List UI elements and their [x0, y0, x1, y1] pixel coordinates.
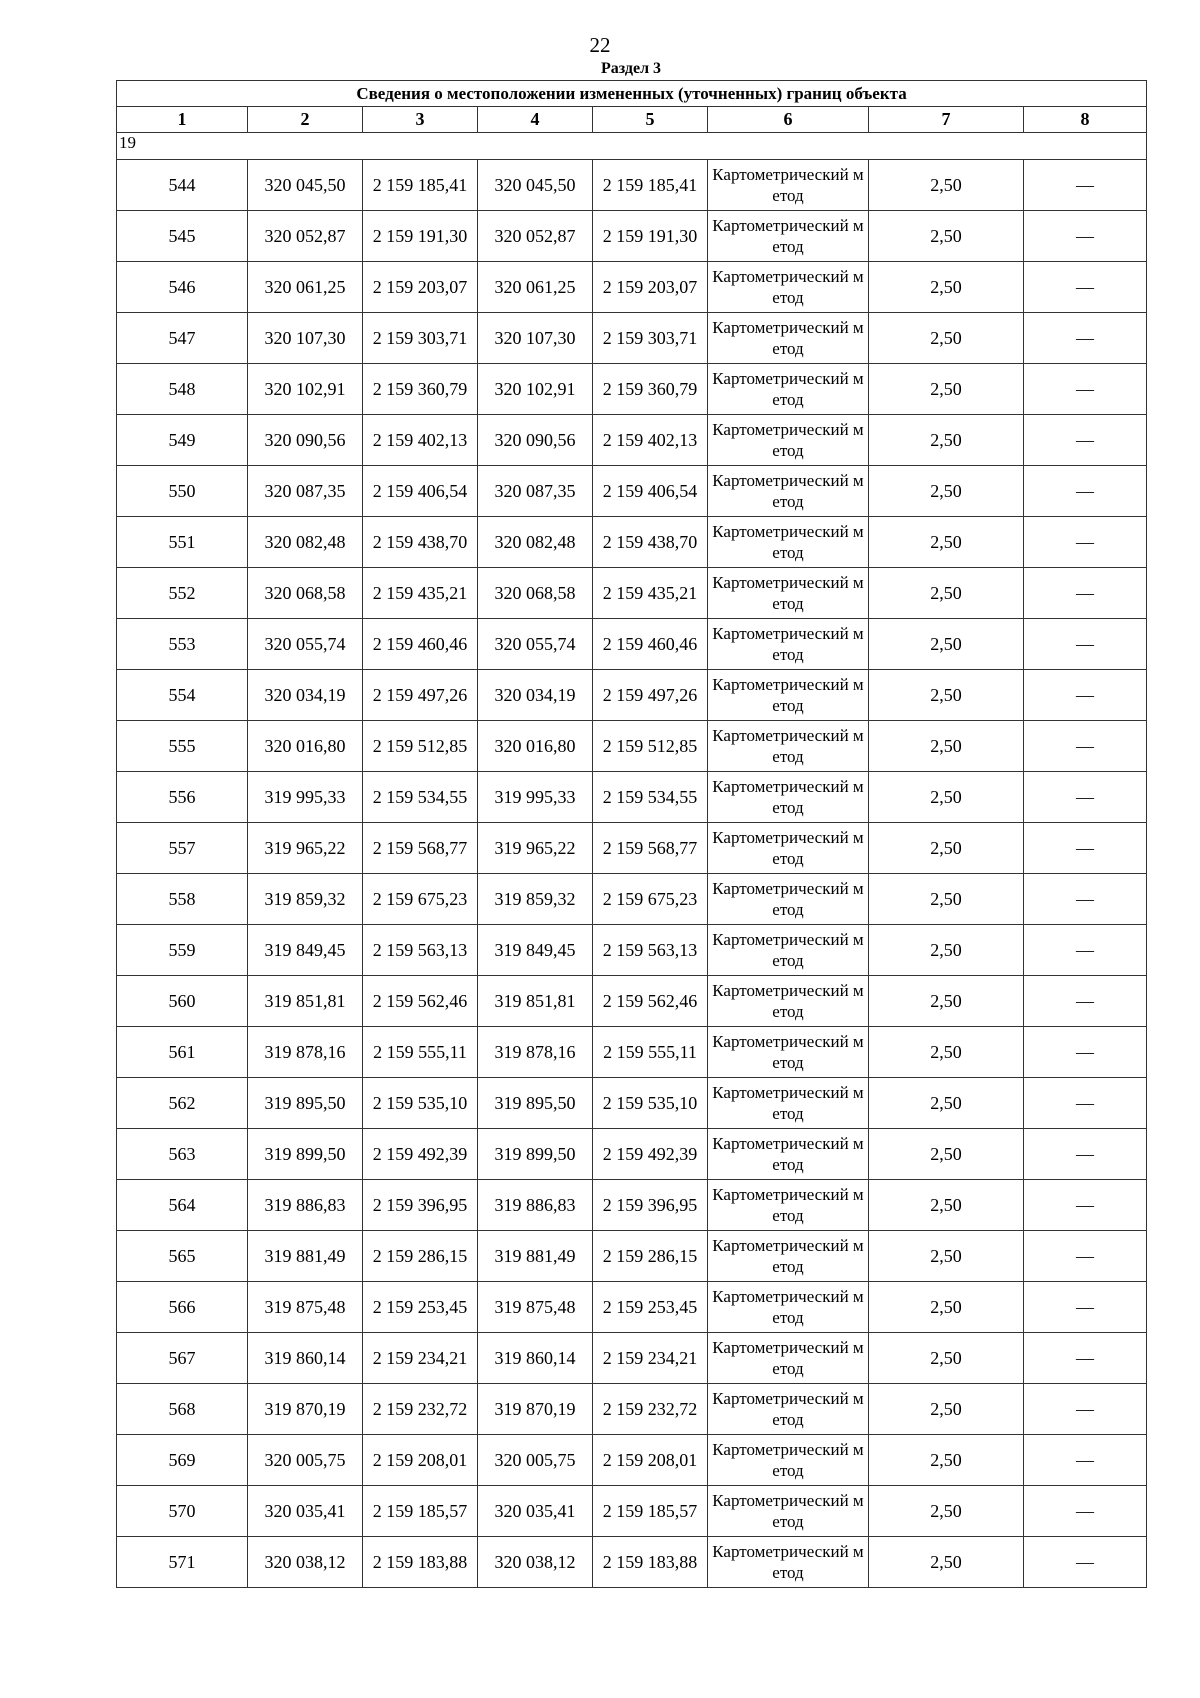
- column-header: 8: [1024, 107, 1147, 133]
- table-row: [117, 415, 1147, 466]
- method-cell: Картометрический метод: [708, 1180, 869, 1231]
- column-header-row: [117, 107, 1147, 133]
- x-new-cell: 319 965,22: [478, 823, 593, 874]
- table-row: [117, 1384, 1147, 1435]
- accuracy-cell: 2,50: [869, 823, 1024, 874]
- y-existing-cell: 2 159 396,95: [363, 1180, 478, 1231]
- x-existing-cell: 319 859,32: [248, 874, 363, 925]
- y-new-cell: 2 159 402,13: [593, 415, 708, 466]
- description-cell: —: [1024, 721, 1147, 772]
- accuracy-cell: 2,50: [869, 1282, 1024, 1333]
- description-cell: —: [1024, 466, 1147, 517]
- table-row: [117, 1078, 1147, 1129]
- accuracy-cell: 2,50: [869, 772, 1024, 823]
- method-cell: Картометрический метод: [708, 466, 869, 517]
- column-header: 7: [869, 107, 1024, 133]
- description-cell: —: [1024, 976, 1147, 1027]
- table-row: [117, 874, 1147, 925]
- point-number-cell: 545: [117, 211, 248, 262]
- description-cell: —: [1024, 364, 1147, 415]
- y-new-cell: 2 159 253,45: [593, 1282, 708, 1333]
- table-row: [117, 1486, 1147, 1537]
- table-row: [117, 670, 1147, 721]
- point-number-cell: 556: [117, 772, 248, 823]
- y-new-cell: 2 159 460,46: [593, 619, 708, 670]
- point-number-cell: 568: [117, 1384, 248, 1435]
- point-number-cell: 549: [117, 415, 248, 466]
- y-new-cell: 2 159 492,39: [593, 1129, 708, 1180]
- x-new-cell: 320 035,41: [478, 1486, 593, 1537]
- description-cell: —: [1024, 1384, 1147, 1435]
- method-cell: Картометрический метод: [708, 1435, 869, 1486]
- method-cell: Картометрический метод: [708, 1078, 869, 1129]
- description-cell: —: [1024, 1282, 1147, 1333]
- table-title: Сведения о местоположении измененных (уточненных) границ объекта: [117, 81, 1147, 107]
- coordinates-table: [116, 80, 1147, 1588]
- x-new-cell: 319 895,50: [478, 1078, 593, 1129]
- x-new-cell: 319 899,50: [478, 1129, 593, 1180]
- description-cell: —: [1024, 823, 1147, 874]
- x-existing-cell: 319 886,83: [248, 1180, 363, 1231]
- accuracy-cell: 2,50: [869, 466, 1024, 517]
- y-new-cell: 2 159 534,55: [593, 772, 708, 823]
- method-cell: Картометрический метод: [708, 925, 869, 976]
- y-existing-cell: 2 159 492,39: [363, 1129, 478, 1180]
- table-row: [117, 364, 1147, 415]
- y-new-cell: 2 159 185,41: [593, 160, 708, 211]
- x-new-cell: 320 068,58: [478, 568, 593, 619]
- x-new-cell: 320 045,50: [478, 160, 593, 211]
- y-new-cell: 2 159 555,11: [593, 1027, 708, 1078]
- table-row: [117, 1129, 1147, 1180]
- x-new-cell: 320 107,30: [478, 313, 593, 364]
- x-existing-cell: 320 005,75: [248, 1435, 363, 1486]
- description-cell: —: [1024, 1486, 1147, 1537]
- x-existing-cell: 320 016,80: [248, 721, 363, 772]
- point-number-cell: 567: [117, 1333, 248, 1384]
- x-existing-cell: 319 878,16: [248, 1027, 363, 1078]
- method-cell: Картометрический метод: [708, 976, 869, 1027]
- point-number-cell: 548: [117, 364, 248, 415]
- description-cell: —: [1024, 262, 1147, 313]
- y-new-cell: 2 159 183,88: [593, 1537, 708, 1588]
- y-existing-cell: 2 159 203,07: [363, 262, 478, 313]
- point-number-cell: 558: [117, 874, 248, 925]
- point-number-cell: 544: [117, 160, 248, 211]
- point-number-cell: 563: [117, 1129, 248, 1180]
- table-row: [117, 925, 1147, 976]
- accuracy-cell: 2,50: [869, 1435, 1024, 1486]
- y-existing-cell: 2 159 675,23: [363, 874, 478, 925]
- column-header: 5: [593, 107, 708, 133]
- x-existing-cell: 320 052,87: [248, 211, 363, 262]
- x-new-cell: 319 860,14: [478, 1333, 593, 1384]
- method-cell: Картометрический метод: [708, 415, 869, 466]
- accuracy-cell: 2,50: [869, 1078, 1024, 1129]
- point-number-cell: 547: [117, 313, 248, 364]
- y-new-cell: 2 159 286,15: [593, 1231, 708, 1282]
- x-existing-cell: 320 082,48: [248, 517, 363, 568]
- table-row: [117, 619, 1147, 670]
- description-cell: —: [1024, 1027, 1147, 1078]
- description-cell: —: [1024, 1333, 1147, 1384]
- description-cell: —: [1024, 619, 1147, 670]
- accuracy-cell: 2,50: [869, 1180, 1024, 1231]
- table-body: [117, 133, 1147, 1588]
- accuracy-cell: 2,50: [869, 1231, 1024, 1282]
- y-new-cell: 2 159 512,85: [593, 721, 708, 772]
- method-cell: Картометрический метод: [708, 1282, 869, 1333]
- y-new-cell: 2 159 232,72: [593, 1384, 708, 1435]
- table-row: [117, 262, 1147, 313]
- y-existing-cell: 2 159 562,46: [363, 976, 478, 1027]
- description-cell: —: [1024, 1129, 1147, 1180]
- column-header: 2: [248, 107, 363, 133]
- y-existing-cell: 2 159 402,13: [363, 415, 478, 466]
- description-cell: —: [1024, 1435, 1147, 1486]
- x-new-cell: 320 102,91: [478, 364, 593, 415]
- point-number-cell: 565: [117, 1231, 248, 1282]
- method-cell: Картометрический метод: [708, 772, 869, 823]
- x-existing-cell: 320 034,19: [248, 670, 363, 721]
- y-new-cell: 2 159 396,95: [593, 1180, 708, 1231]
- method-cell: Картометрический метод: [708, 721, 869, 772]
- method-cell: Картометрический метод: [708, 1333, 869, 1384]
- x-existing-cell: 319 995,33: [248, 772, 363, 823]
- description-cell: —: [1024, 211, 1147, 262]
- accuracy-cell: 2,50: [869, 1486, 1024, 1537]
- accuracy-cell: 2,50: [869, 619, 1024, 670]
- x-existing-cell: 319 851,81: [248, 976, 363, 1027]
- x-new-cell: 319 995,33: [478, 772, 593, 823]
- method-cell: Картометрический метод: [708, 1231, 869, 1282]
- table-row: [117, 1027, 1147, 1078]
- x-existing-cell: 320 035,41: [248, 1486, 363, 1537]
- accuracy-cell: 2,50: [869, 364, 1024, 415]
- point-number-cell: 562: [117, 1078, 248, 1129]
- section-label: Раздел 3: [600, 60, 662, 77]
- method-cell: Картометрический метод: [708, 568, 869, 619]
- point-number-cell: 560: [117, 976, 248, 1027]
- accuracy-cell: 2,50: [869, 670, 1024, 721]
- x-new-cell: 320 038,12: [478, 1537, 593, 1588]
- x-existing-cell: 319 881,49: [248, 1231, 363, 1282]
- y-existing-cell: 2 159 232,72: [363, 1384, 478, 1435]
- point-number-cell: 557: [117, 823, 248, 874]
- x-new-cell: 319 886,83: [478, 1180, 593, 1231]
- method-cell: Картометрический метод: [708, 1486, 869, 1537]
- table-row: [117, 466, 1147, 517]
- y-new-cell: 2 159 185,57: [593, 1486, 708, 1537]
- y-existing-cell: 2 159 360,79: [363, 364, 478, 415]
- x-existing-cell: 320 055,74: [248, 619, 363, 670]
- y-new-cell: 2 159 535,10: [593, 1078, 708, 1129]
- column-header: 3: [363, 107, 478, 133]
- x-existing-cell: 320 061,25: [248, 262, 363, 313]
- accuracy-cell: 2,50: [869, 415, 1024, 466]
- y-existing-cell: 2 159 435,21: [363, 568, 478, 619]
- x-existing-cell: 320 090,56: [248, 415, 363, 466]
- method-cell: Картометрический метод: [708, 364, 869, 415]
- description-cell: —: [1024, 670, 1147, 721]
- method-cell: Картометрический метод: [708, 313, 869, 364]
- accuracy-cell: 2,50: [869, 1027, 1024, 1078]
- y-new-cell: 2 159 562,46: [593, 976, 708, 1027]
- accuracy-cell: 2,50: [869, 1537, 1024, 1588]
- x-new-cell: 319 851,81: [478, 976, 593, 1027]
- x-new-cell: 319 870,19: [478, 1384, 593, 1435]
- y-new-cell: 2 159 497,26: [593, 670, 708, 721]
- method-cell: Картометрический метод: [708, 670, 869, 721]
- description-cell: —: [1024, 568, 1147, 619]
- x-existing-cell: 320 107,30: [248, 313, 363, 364]
- accuracy-cell: 2,50: [869, 1129, 1024, 1180]
- description-cell: —: [1024, 415, 1147, 466]
- table-row: [117, 1435, 1147, 1486]
- y-new-cell: 2 159 435,21: [593, 568, 708, 619]
- method-cell: Картометрический метод: [708, 1384, 869, 1435]
- x-new-cell: 320 052,87: [478, 211, 593, 262]
- description-cell: —: [1024, 1537, 1147, 1588]
- table-row: [117, 1180, 1147, 1231]
- accuracy-cell: 2,50: [869, 160, 1024, 211]
- description-cell: —: [1024, 160, 1147, 211]
- x-existing-cell: 320 087,35: [248, 466, 363, 517]
- x-existing-cell: 320 045,50: [248, 160, 363, 211]
- x-new-cell: 320 090,56: [478, 415, 593, 466]
- description-cell: —: [1024, 1231, 1147, 1282]
- y-existing-cell: 2 159 286,15: [363, 1231, 478, 1282]
- description-cell: —: [1024, 925, 1147, 976]
- method-cell: Картометрический метод: [708, 1027, 869, 1078]
- table-row: [117, 976, 1147, 1027]
- point-number-cell: 553: [117, 619, 248, 670]
- method-cell: Картометрический метод: [708, 517, 869, 568]
- column-header: 4: [478, 107, 593, 133]
- point-number-cell: 552: [117, 568, 248, 619]
- x-new-cell: 320 016,80: [478, 721, 593, 772]
- y-existing-cell: 2 159 438,70: [363, 517, 478, 568]
- accuracy-cell: 2,50: [869, 874, 1024, 925]
- y-existing-cell: 2 159 497,26: [363, 670, 478, 721]
- x-existing-cell: 319 895,50: [248, 1078, 363, 1129]
- y-existing-cell: 2 159 512,85: [363, 721, 478, 772]
- table-row: [117, 211, 1147, 262]
- table-row: [117, 1537, 1147, 1588]
- x-new-cell: 320 061,25: [478, 262, 593, 313]
- x-new-cell: 319 849,45: [478, 925, 593, 976]
- x-existing-cell: 319 965,22: [248, 823, 363, 874]
- accuracy-cell: 2,50: [869, 517, 1024, 568]
- accuracy-cell: 2,50: [869, 568, 1024, 619]
- point-number-cell: 559: [117, 925, 248, 976]
- x-existing-cell: 319 870,19: [248, 1384, 363, 1435]
- group-row: [117, 133, 1147, 160]
- y-existing-cell: 2 159 303,71: [363, 313, 478, 364]
- x-existing-cell: 320 068,58: [248, 568, 363, 619]
- accuracy-cell: 2,50: [869, 1333, 1024, 1384]
- y-existing-cell: 2 159 185,57: [363, 1486, 478, 1537]
- point-number-cell: 561: [117, 1027, 248, 1078]
- table-row: [117, 721, 1147, 772]
- x-existing-cell: 319 849,45: [248, 925, 363, 976]
- point-number-cell: 564: [117, 1180, 248, 1231]
- x-existing-cell: 320 038,12: [248, 1537, 363, 1588]
- y-existing-cell: 2 159 534,55: [363, 772, 478, 823]
- y-new-cell: 2 159 303,71: [593, 313, 708, 364]
- description-cell: —: [1024, 313, 1147, 364]
- x-existing-cell: 319 875,48: [248, 1282, 363, 1333]
- x-existing-cell: 319 899,50: [248, 1129, 363, 1180]
- description-cell: —: [1024, 1078, 1147, 1129]
- x-new-cell: 319 859,32: [478, 874, 593, 925]
- point-number-cell: 551: [117, 517, 248, 568]
- table-row: [117, 772, 1147, 823]
- y-new-cell: 2 159 568,77: [593, 823, 708, 874]
- accuracy-cell: 2,50: [869, 1384, 1024, 1435]
- description-cell: —: [1024, 1180, 1147, 1231]
- table-title-row: [117, 81, 1147, 107]
- table-row: [117, 517, 1147, 568]
- table-row: [117, 1282, 1147, 1333]
- y-existing-cell: 2 159 208,01: [363, 1435, 478, 1486]
- y-new-cell: 2 159 208,01: [593, 1435, 708, 1486]
- accuracy-cell: 2,50: [869, 313, 1024, 364]
- point-number-cell: 569: [117, 1435, 248, 1486]
- method-cell: Картометрический метод: [708, 619, 869, 670]
- point-number-cell: 550: [117, 466, 248, 517]
- y-existing-cell: 2 159 185,41: [363, 160, 478, 211]
- y-new-cell: 2 159 406,54: [593, 466, 708, 517]
- y-existing-cell: 2 159 535,10: [363, 1078, 478, 1129]
- y-existing-cell: 2 159 563,13: [363, 925, 478, 976]
- page-number: 22: [589, 33, 611, 57]
- y-existing-cell: 2 159 460,46: [363, 619, 478, 670]
- description-cell: —: [1024, 874, 1147, 925]
- method-cell: Картометрический метод: [708, 160, 869, 211]
- point-number-cell: 566: [117, 1282, 248, 1333]
- table-row: [117, 160, 1147, 211]
- table-row: [117, 1231, 1147, 1282]
- y-existing-cell: 2 159 183,88: [363, 1537, 478, 1588]
- x-new-cell: 320 005,75: [478, 1435, 593, 1486]
- point-number-cell: 570: [117, 1486, 248, 1537]
- accuracy-cell: 2,50: [869, 721, 1024, 772]
- x-new-cell: 320 087,35: [478, 466, 593, 517]
- x-new-cell: 320 082,48: [478, 517, 593, 568]
- point-number-cell: 554: [117, 670, 248, 721]
- x-new-cell: 319 878,16: [478, 1027, 593, 1078]
- column-header: 1: [117, 107, 248, 133]
- column-header: 6: [708, 107, 869, 133]
- method-cell: Картометрический метод: [708, 1537, 869, 1588]
- point-number-cell: 571: [117, 1537, 248, 1588]
- y-new-cell: 2 159 203,07: [593, 262, 708, 313]
- y-existing-cell: 2 159 555,11: [363, 1027, 478, 1078]
- y-new-cell: 2 159 563,13: [593, 925, 708, 976]
- accuracy-cell: 2,50: [869, 925, 1024, 976]
- table-row: [117, 1333, 1147, 1384]
- x-new-cell: 319 881,49: [478, 1231, 593, 1282]
- y-existing-cell: 2 159 406,54: [363, 466, 478, 517]
- y-existing-cell: 2 159 191,30: [363, 211, 478, 262]
- y-existing-cell: 2 159 568,77: [363, 823, 478, 874]
- y-new-cell: 2 159 191,30: [593, 211, 708, 262]
- group-label: 19: [117, 133, 1147, 160]
- accuracy-cell: 2,50: [869, 976, 1024, 1027]
- x-existing-cell: 320 102,91: [248, 364, 363, 415]
- description-cell: —: [1024, 517, 1147, 568]
- accuracy-cell: 2,50: [869, 262, 1024, 313]
- method-cell: Картометрический метод: [708, 1129, 869, 1180]
- point-number-cell: 555: [117, 721, 248, 772]
- y-existing-cell: 2 159 253,45: [363, 1282, 478, 1333]
- table-row: [117, 568, 1147, 619]
- x-existing-cell: 319 860,14: [248, 1333, 363, 1384]
- description-cell: —: [1024, 772, 1147, 823]
- y-new-cell: 2 159 675,23: [593, 874, 708, 925]
- x-new-cell: 320 034,19: [478, 670, 593, 721]
- x-new-cell: 320 055,74: [478, 619, 593, 670]
- table-row: [117, 823, 1147, 874]
- table-row: [117, 313, 1147, 364]
- method-cell: Картометрический метод: [708, 262, 869, 313]
- y-new-cell: 2 159 234,21: [593, 1333, 708, 1384]
- method-cell: Картометрический метод: [708, 211, 869, 262]
- y-new-cell: 2 159 438,70: [593, 517, 708, 568]
- method-cell: Картометрический метод: [708, 874, 869, 925]
- accuracy-cell: 2,50: [869, 211, 1024, 262]
- x-new-cell: 319 875,48: [478, 1282, 593, 1333]
- y-new-cell: 2 159 360,79: [593, 364, 708, 415]
- point-number-cell: 546: [117, 262, 248, 313]
- y-existing-cell: 2 159 234,21: [363, 1333, 478, 1384]
- method-cell: Картометрический метод: [708, 823, 869, 874]
